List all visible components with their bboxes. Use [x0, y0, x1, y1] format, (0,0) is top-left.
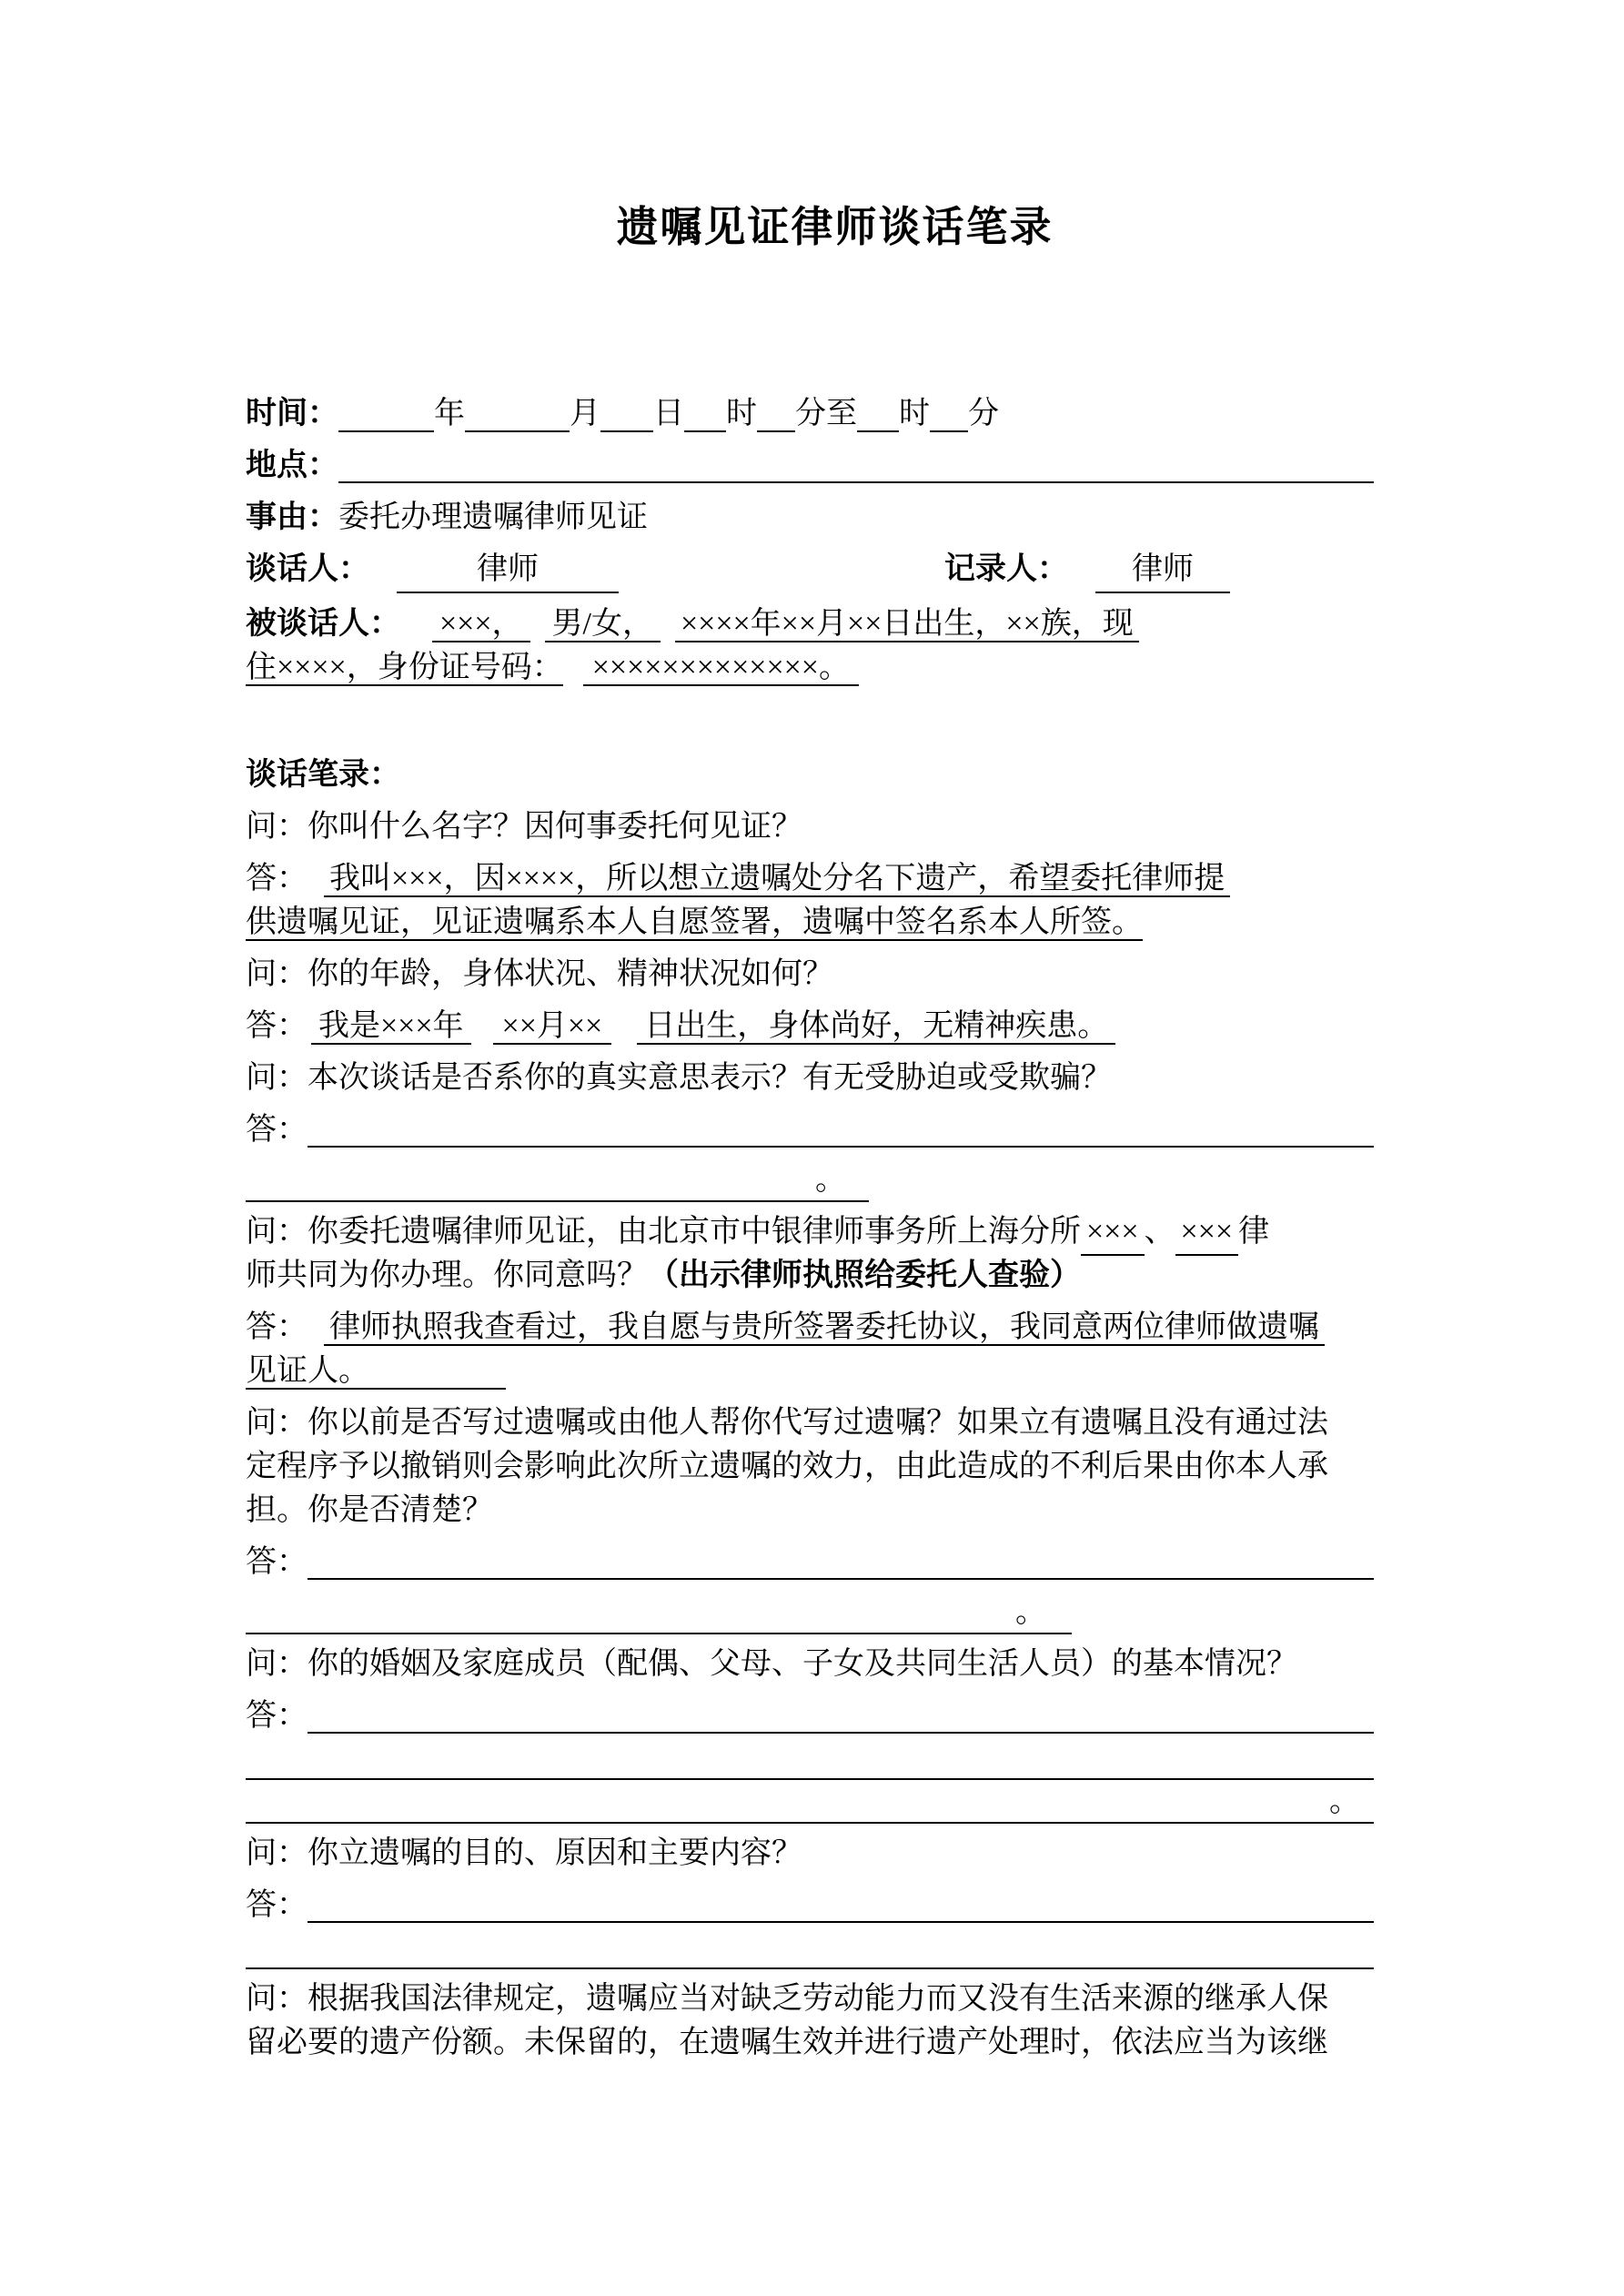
answer-4-line-2 [246, 1350, 1374, 1393]
matter-label: 事由： [246, 501, 338, 534]
place-line [246, 444, 1374, 488]
time-day-blank [600, 430, 653, 432]
answer-2-seg-1: 我是×××年 [311, 1009, 471, 1045]
answer-label: 答： [246, 1545, 308, 1579]
answer-6-blank-1 [308, 1694, 1374, 1734]
question-8-line-1: 问：根据我国法律规定，遗嘱应当对缺乏劳动能力而又没有生活来源的继承人保 [246, 1982, 1328, 2016]
answer-label: 答： [246, 1699, 308, 1733]
answer-4-text-2: 见证人。 [246, 1354, 369, 1388]
question-2: 问：你的年龄，身体状况、精神状况如何？ [246, 957, 833, 991]
place-label: 地点： [246, 449, 338, 482]
question-4-text-2: 师共同为你办理。你同意吗？ [246, 1259, 648, 1292]
question-5-line-1: 问：你以前是否写过遗嘱或由他人帮你代写过遗嘱？如果立有遗嘱且没有通过法 [246, 1406, 1328, 1440]
interviewee-name: ×××， [432, 607, 530, 642]
time-label: 时间： [246, 397, 338, 430]
interviewee-line-2 [246, 646, 1374, 690]
time-hour-blank [684, 430, 726, 432]
question-4-line-2 [246, 1254, 1374, 1298]
question-4-lawyer-2-blank: ××× [1175, 1210, 1239, 1256]
interviewee-label: 被谈话人： [246, 607, 400, 641]
interviewer-label: 谈话人： [246, 552, 369, 586]
time-unit-month: 月 [570, 397, 600, 430]
answer-1-text-1: 我叫×××，因××××，所以想立遗嘱处分名下遗产，希望委托律师提 [324, 862, 1230, 897]
answer-label: 答： [246, 862, 308, 895]
period-mark: 。 [1329, 1785, 1360, 1818]
answer-2-line [246, 1005, 1374, 1048]
answer-1-text-2: 供遗嘱见证，见证遗嘱系本人自愿签署，遗嘱中签名系本人所签。 [246, 905, 1143, 939]
interviewer-blank: 律师 [397, 548, 619, 593]
answer-1-line-2 [246, 901, 1374, 945]
answer-label: 答： [246, 1888, 308, 1922]
answer-5-blank-2 [246, 1593, 1072, 1634]
interviewee-address-id-label: 住××××，身份证号码： [246, 651, 563, 684]
question-4-line-1 [246, 1210, 1374, 1254]
answer-2-seg-2: ××月×× [493, 1009, 612, 1045]
document-content [246, 0, 1374, 2065]
time-unit-day: 日 [653, 397, 684, 430]
answer-4-text-1: 律师执照我查看过，我自愿与贵所签署委托协议，我同意两位律师做遗嘱 [324, 1310, 1325, 1346]
answer-7-blank-1 [308, 1884, 1374, 1923]
time-unit-minute2: 分 [968, 397, 999, 430]
answer-6-blank-2 [246, 1738, 1374, 1780]
transcript-heading: 谈话笔录： [246, 758, 400, 792]
time-line [246, 392, 1374, 436]
answer-2-seg-3: 日出生，身体尚好，无精神疾患。 [637, 1009, 1115, 1045]
answer-label: 答： [246, 1009, 308, 1043]
question-4-text-1: 问：你委托遗嘱律师见证，由北京市中银律师事务所上海分所 [246, 1215, 1081, 1249]
time-minute2-blank [930, 430, 968, 432]
answer-6-line-1 [246, 1694, 1374, 1738]
time-unit-hour: 时 [726, 397, 757, 430]
question-4-lawyer-1-blank: ××× [1081, 1210, 1145, 1256]
question-1: 问：你叫什么名字？因何事委托何见证？ [246, 810, 802, 844]
question-4-separator: 、 [1144, 1215, 1175, 1249]
recorder-blank: 律师 [1095, 548, 1230, 593]
question-4-text-1-end: 律 [1238, 1215, 1270, 1249]
question-7: 问：你立遗嘱的目的、原因和主要内容？ [246, 1836, 802, 1870]
question-5-line-3: 担。你是否清楚？ [246, 1493, 493, 1527]
interviewee-gender: 男/女， [545, 607, 661, 642]
question-4-bold-note: （出示律师执照给委托人查验） [648, 1259, 1081, 1292]
matter-line [246, 496, 1374, 540]
question-5-line-2: 定程序予以撤销则会影响此次所立遗嘱的效力，由此造成的不利后果由你本人承 [246, 1450, 1328, 1483]
answer-5-blank-1 [308, 1541, 1374, 1580]
answer-label: 答： [246, 1310, 308, 1344]
period-mark: 。 [815, 1163, 846, 1197]
time-unit-year: 年 [434, 397, 465, 430]
interviewee-birth: ××××年××月××日出生，××族，现 [675, 607, 1139, 642]
period-mark: 。 [1015, 1595, 1046, 1629]
answer-7-line-1 [246, 1884, 1374, 1927]
answer-3-blank-1 [308, 1108, 1374, 1148]
answer-6-blank-3 [246, 1782, 1374, 1824]
question-8-line-2: 留必要的遗产份额。未保留的，在遗嘱生效并进行遗产处理时，依法应当为该继 [246, 2026, 1328, 2059]
time-unit-minute-to: 分至 [795, 397, 857, 430]
time-unit-hour2: 时 [899, 397, 930, 430]
matter-value: 委托办理遗嘱律师见证 [338, 501, 648, 534]
question-6: 问：你的婚姻及家庭成员（配偶、父母、子女及共同生活人员）的基本情况？ [246, 1647, 1297, 1681]
interviewee-line-1 [246, 602, 1374, 646]
answer-label: 答： [246, 1113, 308, 1147]
answer-7-blank-2 [246, 1927, 1374, 1969]
time-minute-blank [757, 430, 795, 432]
answer-3-blank-2 [246, 1160, 869, 1202]
time-hour2-blank [857, 430, 899, 432]
answer-4-line-1 [246, 1306, 1374, 1350]
answer-3-line-1 [246, 1108, 1374, 1152]
question-3: 问：本次谈话是否系你的真实意思表示？有无受胁迫或受欺骗？ [246, 1061, 1112, 1095]
time-year-blank [338, 430, 434, 432]
answer-5-line-1 [246, 1541, 1374, 1584]
recorder-label: 记录人： [944, 552, 1068, 586]
place-blank [338, 444, 1374, 483]
interviewer-line [246, 548, 1374, 592]
answer-4-trailing-blank [369, 1388, 506, 1390]
interviewee-id-number: ×××××××××××××。 [583, 651, 859, 686]
page-title: 遗嘱见证律师谈话笔录 [616, 204, 1054, 250]
time-month-blank [465, 430, 570, 432]
answer-1-line-1 [246, 857, 1374, 901]
